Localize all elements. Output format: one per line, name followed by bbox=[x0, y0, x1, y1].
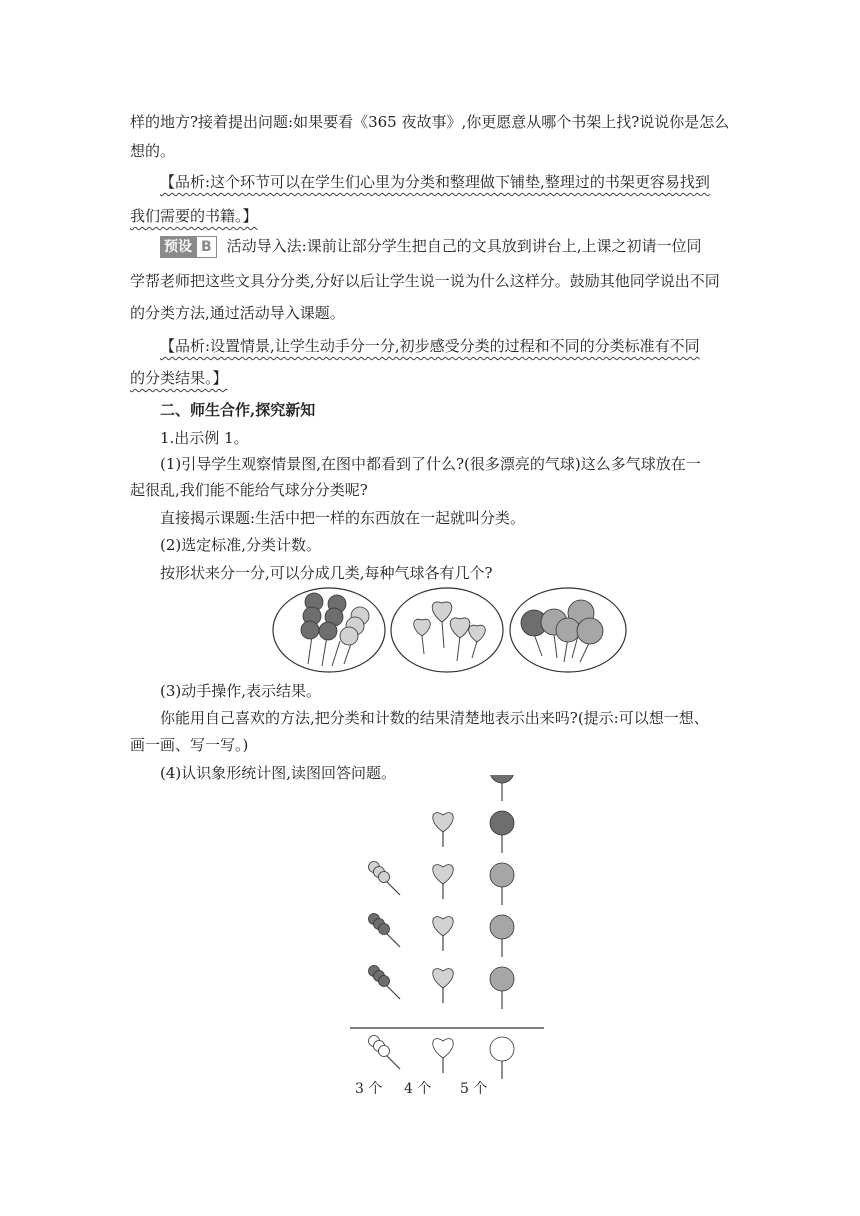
heart-balloon-icon-mark bbox=[433, 813, 453, 847]
round-balloon-icon-mark bbox=[490, 775, 514, 801]
badge-label: 预设 bbox=[160, 236, 196, 258]
heart-balloon-icon-mark bbox=[433, 865, 453, 899]
analysis-note: 我们需要的书籍。】 bbox=[130, 207, 258, 225]
round-balloon-icon-mark bbox=[490, 967, 514, 1009]
heart-balloon-group bbox=[391, 588, 503, 672]
paragraph-line: (1)引导学生观察情景图,在图中都看到了什么?(很多漂亮的气球)这么多气球放在一 bbox=[160, 455, 701, 473]
candy-balloon-group bbox=[273, 588, 385, 672]
paragraph-line: 你能用自己喜欢的方法,把分类和计数的结果清楚地表示出来吗?(提示:可以想一想、 bbox=[160, 709, 709, 727]
paragraph-line: 的分类方法,通过活动导入课题。 bbox=[130, 304, 345, 322]
pictograph-chart bbox=[340, 775, 580, 1095]
count-label: 5 个 bbox=[460, 1081, 488, 1097]
round-balloon-group bbox=[510, 588, 626, 672]
preset-b-paragraph bbox=[160, 236, 702, 258]
round-balloon-icon bbox=[490, 1037, 514, 1079]
paragraph-line: (2)选定标准,分类计数。 bbox=[160, 536, 322, 554]
heart-balloon-icon bbox=[433, 1039, 453, 1073]
count-label: 3 个 bbox=[355, 1081, 383, 1097]
heart-balloon-icon-mark bbox=[433, 917, 453, 951]
section-heading: 二、师生合作,探究新知 bbox=[160, 401, 316, 419]
balloon-groups-illustration bbox=[272, 586, 632, 676]
paragraph-line: 按形状来分一分,可以分成几类,每种气球各有几个? bbox=[160, 564, 493, 582]
preset-badge bbox=[160, 236, 217, 258]
round-balloon-icon-mark bbox=[490, 915, 514, 957]
paragraph-line: 样的地方?接着提出问题:如果要看《365 夜故事》,你更愿意从哪个书架上找?说说你是怎么 bbox=[130, 113, 730, 131]
count-label: 4 个 bbox=[404, 1081, 432, 1097]
round-balloon-icon-mark bbox=[490, 811, 514, 853]
round-balloon-icon-mark bbox=[490, 863, 514, 905]
paragraph-line: 起很乱,我们能不能给气球分分类呢? bbox=[130, 481, 368, 499]
paragraph-line: 学帮老师把这些文具分分类,分好以后让学生说一说为什么这样分。鼓励其他同学说出不同 bbox=[130, 272, 720, 290]
candy-skewer-icon bbox=[369, 1036, 401, 1070]
paragraph-line: 1.出示例 1。 bbox=[160, 429, 249, 447]
analysis-note: 【品析:这个环节可以在学生们心里为分类和整理做下铺垫,整理过的书架更容易找到 bbox=[160, 173, 710, 191]
badge-letter: B bbox=[196, 236, 217, 258]
paragraph-line: 想的。 bbox=[130, 142, 176, 160]
candy-skewer-icon-mark bbox=[369, 914, 401, 948]
heart-balloon-icon-mark bbox=[433, 969, 453, 1003]
analysis-note: 【品析:设置情景,让学生动手分一分,初步感受分类的过程和不同的分类标准有不同 bbox=[160, 337, 700, 355]
paragraph-line: (4)认识象形统计图,读图回答问题。 bbox=[160, 764, 397, 782]
paragraph-line: 直接揭示课题:生活中把一样的东西放在一起就叫分类。 bbox=[160, 509, 526, 527]
analysis-note: 的分类结果。】 bbox=[130, 369, 228, 387]
paragraph-line: 画一画、写一写。) bbox=[130, 736, 249, 754]
candy-skewer-icon-mark bbox=[369, 966, 401, 1000]
paragraph-line: (3)动手操作,表示结果。 bbox=[160, 682, 322, 700]
candy-skewer-icon-mark bbox=[369, 862, 401, 896]
paragraph-text: 活动导入法:课前让部分学生把自己的文具放到讲台上,上课之初请一位同 bbox=[226, 237, 702, 255]
